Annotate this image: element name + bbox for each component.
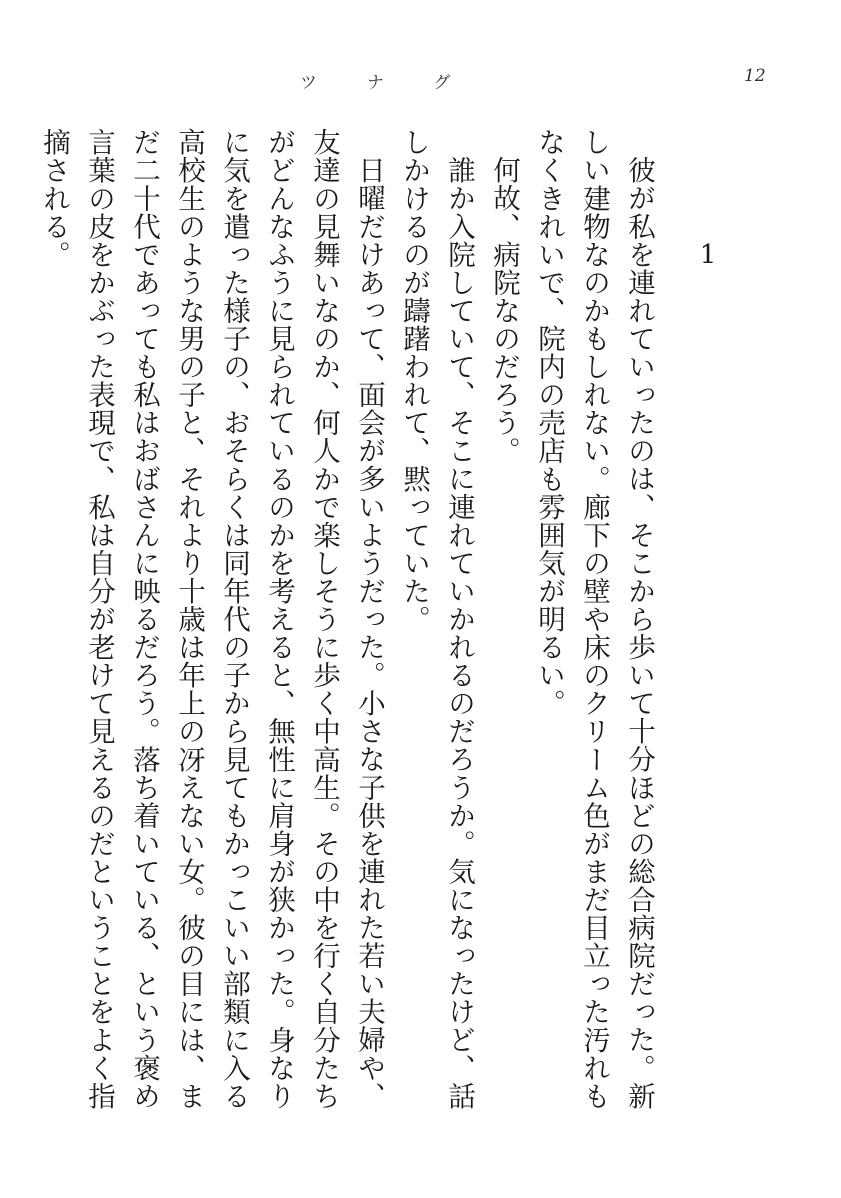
chapter-number: 1: [699, 240, 717, 270]
paragraph-2: 何故、病院なのだろう。: [488, 155, 520, 465]
page-number: 12: [744, 66, 766, 86]
body-text: [31, 128, 661, 1128]
running-head: ツナグ: [300, 73, 501, 93]
paragraph-1: 彼が私を連れていったのは、そこから歩いて十分ほどの総合病院だった。新しい建物なのかもしれない。廊下の壁や床のクリーム色がまだ目立った汚れもなくきれいで、院内の売店も雰囲気が明るい。: [533, 128, 655, 1110]
paragraph-3: 誰か入院していて、そこに連れていかれるのだろうか。気になったけど、話しかけるのが躊躇われて、黙っていた。: [398, 128, 475, 1110]
paragraph-4: 日曜だけあって、面会が多いようだった。小さな子供を連れた若い夫婦や、友達の見舞いなのか、何人かで楽しそうに歩く中高生。その中を行く自分たちがどんなふうに見られているのかを考えると、無性に肩身が狭かった。身なりに気を遣った様子の、おそらくは同年代の子から見てもかっこいい部類に入る高校生のような男の子と、それより十歳は年上の冴えない女。彼の目には、まだ二十代であっても私はおばさんに映るだろう。落ち着いている、という褒め言葉の皮をかぶった表現で、私は自分が老けて見えるのだということをよく指摘される。: [38, 128, 385, 1110]
